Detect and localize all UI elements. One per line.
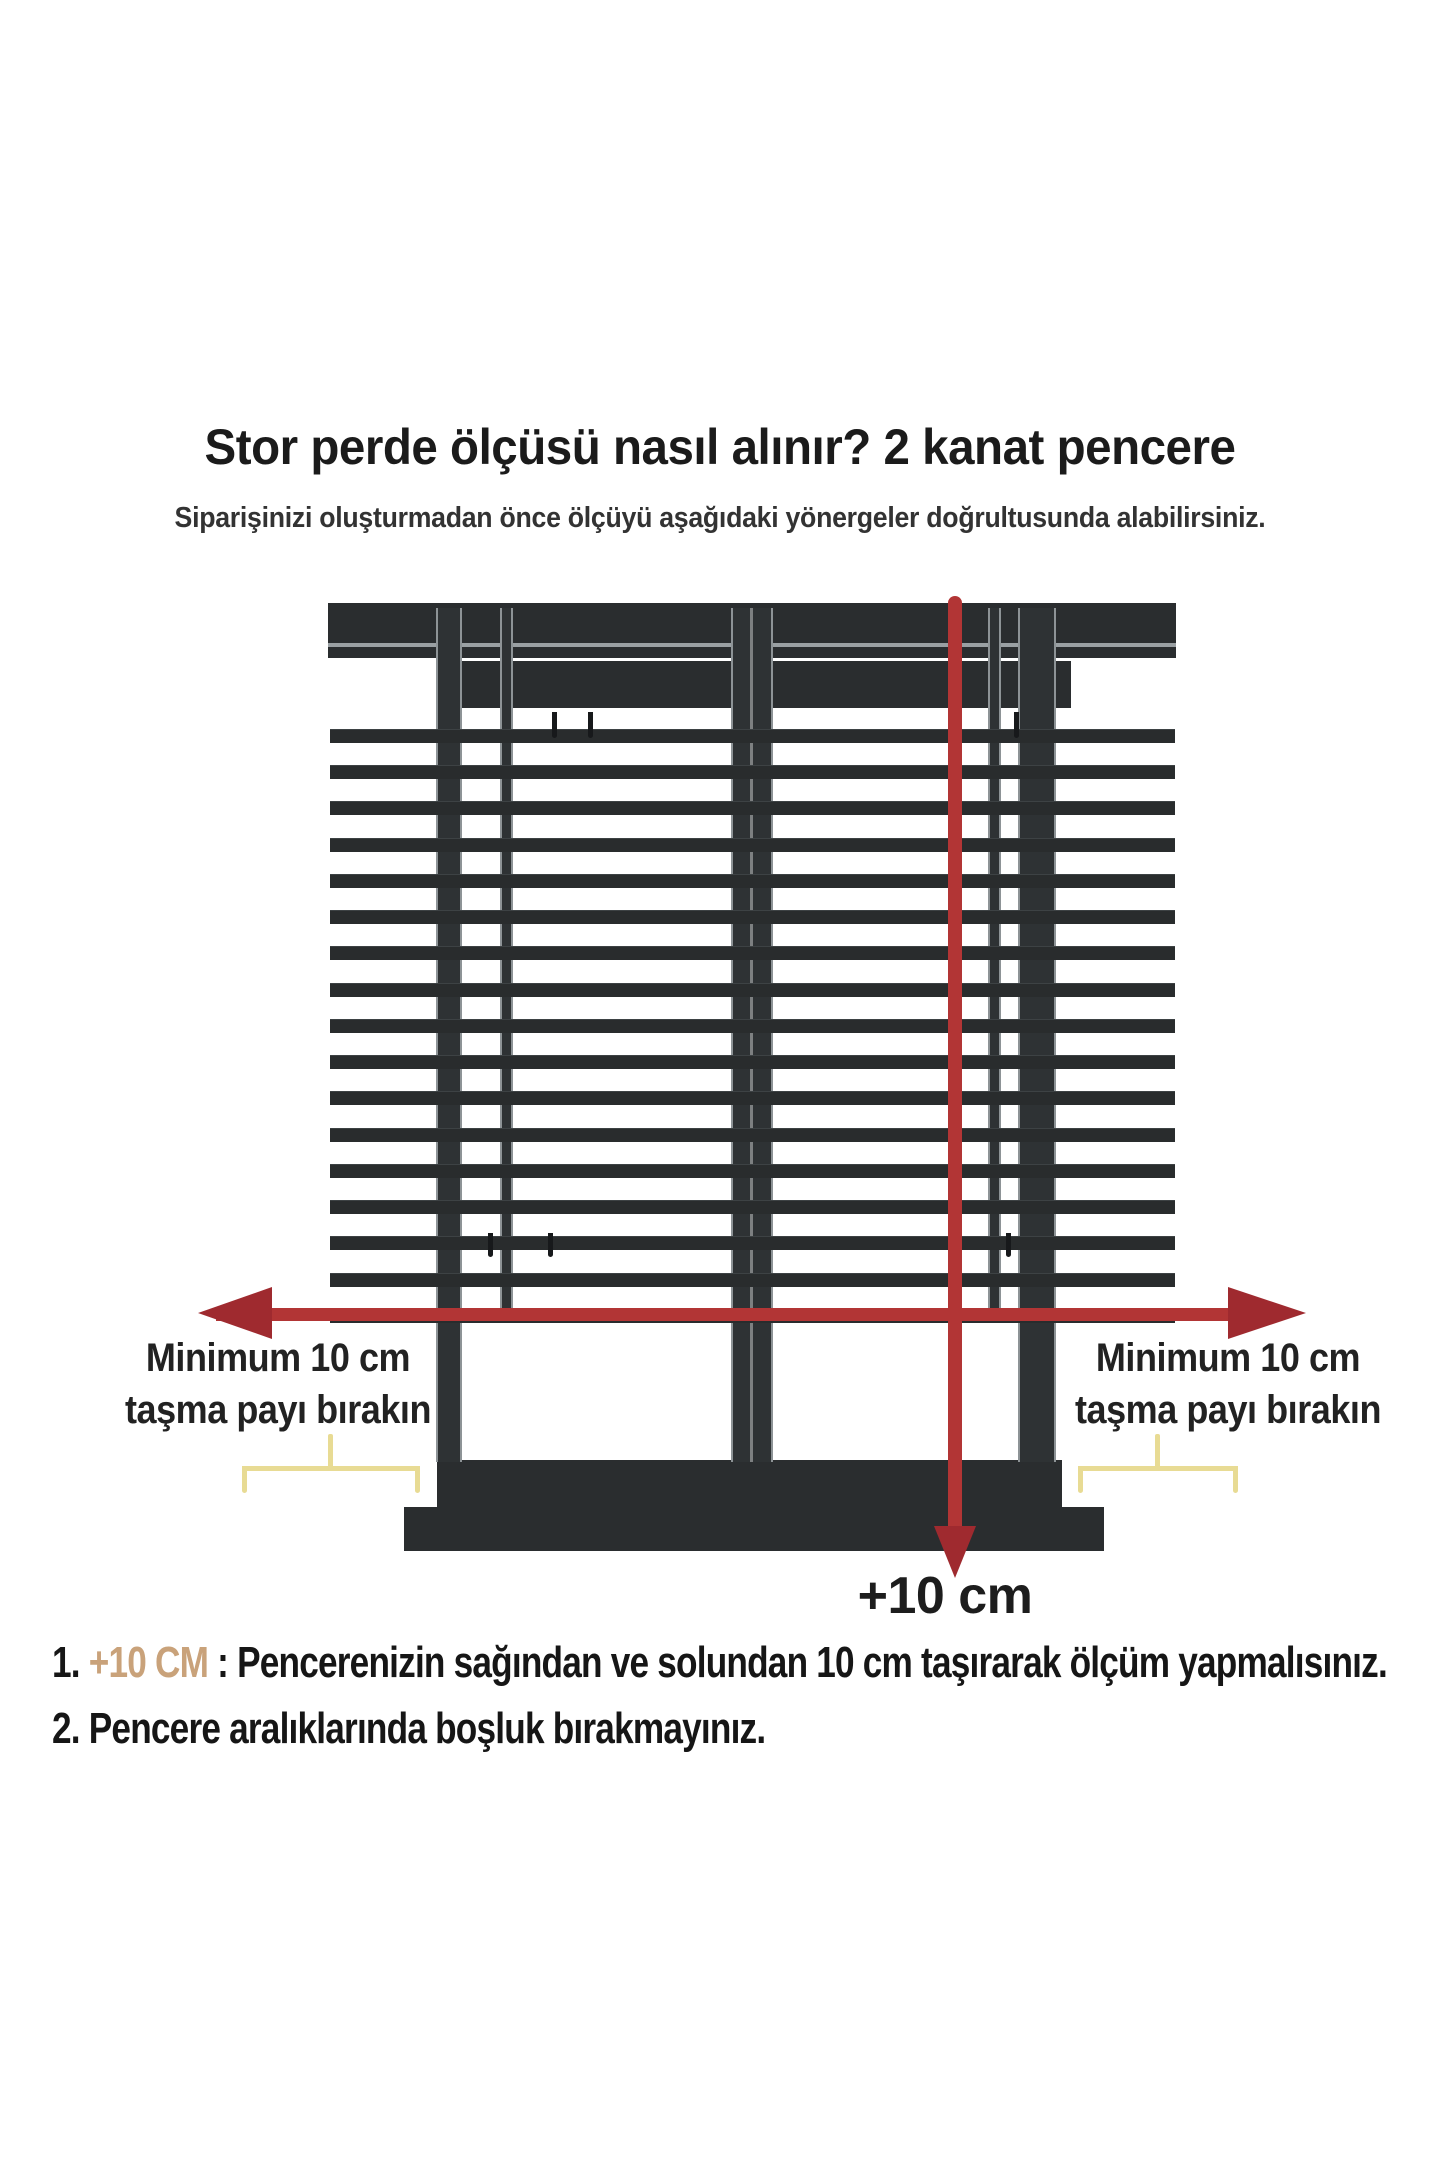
instructions-list [52,1630,1412,1762]
overhang-label-line: taşma payı bırakın [124,1388,432,1432]
blind-slat [330,1055,1175,1069]
overhang-label-line: Minimum 10 cm [145,1336,411,1380]
instruction-item [52,1630,1412,1696]
overhang-label-line: Minimum 10 cm [1095,1336,1361,1380]
overhang-bracket-left [242,1434,420,1496]
blind-slat [330,910,1175,924]
bracket-stem [328,1434,333,1468]
blind-slat [330,801,1175,815]
bracket-end [242,1466,247,1493]
instruction-item [52,1696,1412,1762]
cord-hook-icon [588,712,593,738]
cord-hook-icon [548,1233,553,1257]
blind-slat [330,983,1175,997]
bracket-stem [1155,1434,1160,1468]
window-bottom-rail [437,1460,1062,1507]
horizontal-measure-arrow [216,1308,1228,1321]
blind-slat [330,838,1175,852]
blind-slat [330,729,1175,743]
vertical-measure-arrow [948,596,962,1526]
blind-slat [330,1273,1175,1287]
bracket-bar [1078,1466,1238,1471]
bracket-end [1233,1466,1238,1493]
instruction-number: 2. [52,1704,80,1753]
overhang-label-right [1048,1332,1408,1436]
blind-slat [330,1164,1175,1178]
instruction-text: Pencere aralıklarında boşluk bırakmayınız. [88,1704,766,1753]
instruction-highlight: +10 CM [88,1638,209,1687]
cord-hook-icon [488,1233,493,1257]
bracket-end [415,1466,420,1493]
overhang-bracket-right [1078,1434,1238,1496]
window-sill [404,1507,1104,1551]
cord-hook-icon [1014,712,1019,738]
bracket-end [1078,1466,1083,1493]
blind-slat [330,1128,1175,1142]
blind-slat [330,1236,1175,1250]
instruction-number: 1. [52,1638,80,1687]
blind-slat [330,765,1175,779]
blind-slat [330,1200,1175,1214]
vertical-measure-label: +10 cm [857,1567,1033,1625]
blind-slat [330,874,1175,888]
blind-slat [330,1091,1175,1105]
instruction-text: : Pencerenizin sağından ve solundan 10 cm taşırarak ölçüm yapmalısınız. [217,1638,1387,1687]
page-title: Stor perde ölçüsü nasıl alınır? 2 kanat pencere [204,419,1236,475]
page-subtitle: Siparişinizi oluşturmadan önce ölçüyü aşağıdaki yönergeler doğrultusunda alabilirsiniz. [174,502,1266,534]
blind-slat [330,946,1175,960]
cord-hook-icon [1006,1233,1011,1257]
overhang-label-left [98,1332,458,1436]
bracket-bar [242,1466,420,1471]
blind-slat [330,1019,1175,1033]
overhang-label-line: taşma payı bırakın [1074,1388,1382,1432]
cord-hook-icon [552,712,557,738]
